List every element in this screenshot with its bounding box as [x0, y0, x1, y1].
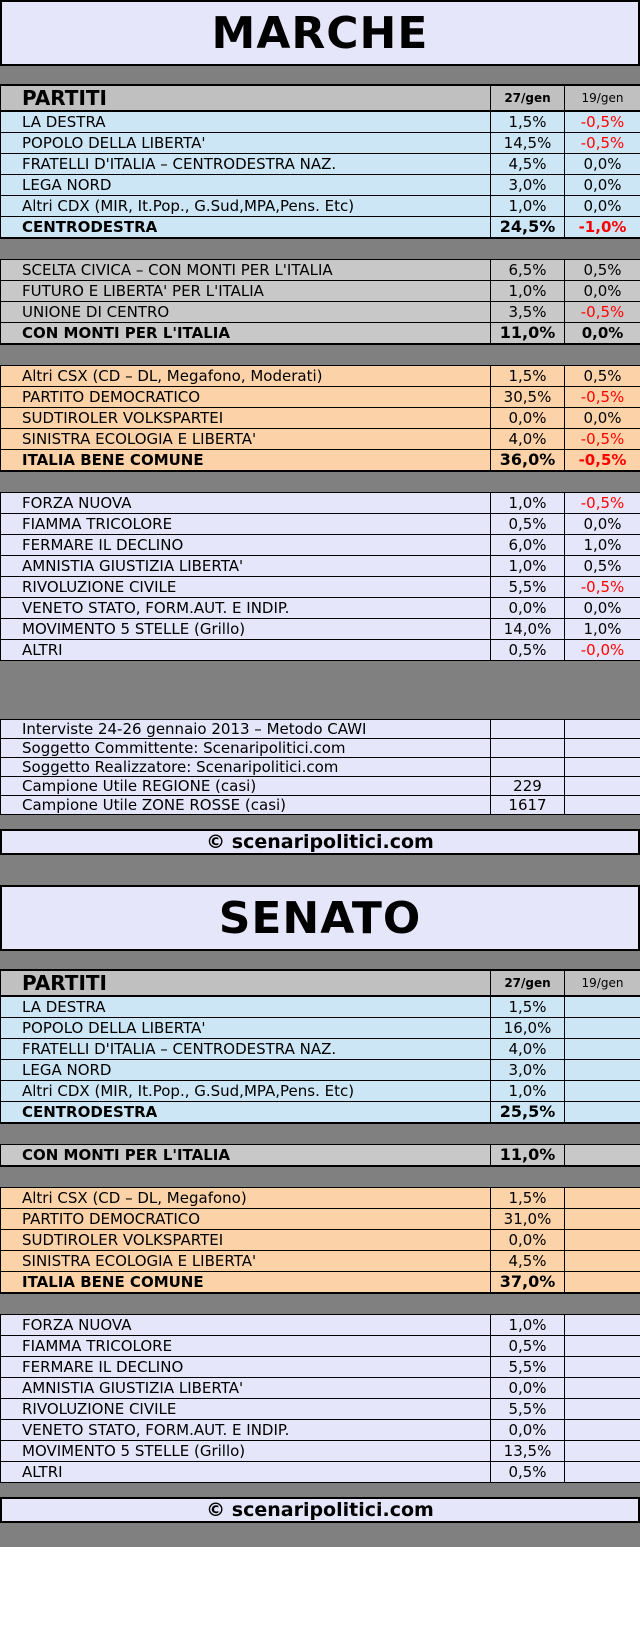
separator — [0, 239, 640, 259]
senato-others-table — [0, 1314, 640, 1483]
table-row — [1, 1081, 640, 1102]
separator — [0, 1523, 640, 1547]
table-row-total — [1, 1102, 640, 1124]
info-value — [491, 739, 565, 758]
party-value: 31,0% — [491, 1209, 565, 1230]
party-value: 1,0% — [491, 556, 565, 577]
party-name: PARTITO DEMOCRATICO — [1, 387, 491, 408]
column-header-party: PARTITI — [1, 85, 491, 111]
party-change: -0,5% — [565, 111, 640, 133]
party-change: 0,0% — [565, 154, 640, 175]
party-value: 1,5% — [491, 1188, 565, 1209]
total-change: 0,0% — [565, 323, 640, 345]
senato-header-table — [0, 969, 640, 1124]
table-row — [1, 640, 640, 661]
copyright-footer: © scenaripolitici.com — [0, 1497, 640, 1523]
party-value: 4,5% — [491, 1251, 565, 1272]
party-value: 1,5% — [491, 111, 565, 133]
party-value: 5,5% — [491, 577, 565, 598]
info-empty — [565, 796, 640, 815]
party-change: 1,0% — [565, 619, 640, 640]
party-name: ALTRI — [1, 640, 491, 661]
total-change: -0,5% — [565, 450, 640, 472]
total-label: ITALIA BENE COMUNE — [1, 450, 491, 472]
info-row — [1, 739, 640, 758]
party-name: Altri CDX (MIR, It.Pop., G.Sud,MPA,Pens. Etc) — [1, 196, 491, 217]
column-header-current: 27/gen — [491, 85, 565, 111]
total-change — [565, 1145, 640, 1167]
party-change — [565, 1378, 640, 1399]
party-value: 0,0% — [491, 598, 565, 619]
table-row — [1, 1230, 640, 1251]
party-name: SINISTRA ECOLOGIA E LIBERTA' — [1, 429, 491, 450]
table-row — [1, 1039, 640, 1060]
party-value: 6,5% — [491, 260, 565, 281]
party-name: RIVOLUZIONE CIVILE — [1, 577, 491, 598]
party-name: LA DESTRA — [1, 996, 491, 1018]
marche-meta-table — [0, 719, 640, 815]
table-row — [1, 1420, 640, 1441]
party-value: 1,5% — [491, 366, 565, 387]
info-row — [1, 720, 640, 739]
table-row — [1, 514, 640, 535]
party-name: FORZA NUOVA — [1, 1315, 491, 1336]
total-label: ITALIA BENE COMUNE — [1, 1272, 491, 1294]
table-row — [1, 577, 640, 598]
party-name: MOVIMENTO 5 STELLE (Grillo) — [1, 1441, 491, 1462]
table-row — [1, 1441, 640, 1462]
monti-group — [1, 260, 640, 323]
column-header-party: PARTITI — [1, 970, 491, 996]
separator — [0, 1124, 640, 1144]
info-row — [1, 758, 640, 777]
party-value: 5,5% — [491, 1357, 565, 1378]
table-row — [1, 1188, 640, 1209]
party-value: 16,0% — [491, 1018, 565, 1039]
info-label: Campione Utile ZONE ROSSE (casi) — [1, 796, 491, 815]
total-label: CON MONTI PER L'ITALIA — [1, 323, 491, 345]
marche-csx-table — [0, 365, 640, 472]
party-name: POPOLO DELLA LIBERTA' — [1, 133, 491, 154]
party-value: 14,0% — [491, 619, 565, 640]
separator — [0, 345, 640, 365]
table-row — [1, 366, 640, 387]
party-change: 0,5% — [565, 556, 640, 577]
others-group — [1, 1315, 640, 1483]
party-name: UNIONE DI CENTRO — [1, 302, 491, 323]
party-change — [565, 1188, 640, 1209]
table-row — [1, 196, 640, 217]
table-row — [1, 1399, 640, 1420]
table-row — [1, 387, 640, 408]
party-name: LA DESTRA — [1, 111, 491, 133]
party-change — [565, 1060, 640, 1081]
info-label: Soggetto Realizzatore: Scenaripolitici.com — [1, 758, 491, 777]
table-row — [1, 619, 640, 640]
party-change: -0,5% — [565, 302, 640, 323]
party-name: FRATELLI D'ITALIA – CENTRODESTRA NAZ. — [1, 154, 491, 175]
party-value: 1,5% — [491, 996, 565, 1018]
party-value: 3,0% — [491, 175, 565, 196]
party-change: 0,0% — [565, 514, 640, 535]
party-change — [565, 1441, 640, 1462]
party-value: 14,5% — [491, 133, 565, 154]
party-change — [565, 1315, 640, 1336]
party-value: 13,5% — [491, 1441, 565, 1462]
total-label: CENTRODESTRA — [1, 1102, 491, 1124]
total-label: CON MONTI PER L'ITALIA — [1, 1145, 491, 1167]
party-change: -0,5% — [565, 577, 640, 598]
party-value: 3,5% — [491, 302, 565, 323]
separator — [0, 472, 640, 492]
party-name: RIVOLUZIONE CIVILE — [1, 1399, 491, 1420]
party-name: Altri CDX (MIR, It.Pop., G.Sud,MPA,Pens. Etc) — [1, 1081, 491, 1102]
party-name: PARTITO DEMOCRATICO — [1, 1209, 491, 1230]
table-row — [1, 1209, 640, 1230]
party-name: VENETO STATO, FORM.AUT. E INDIP. — [1, 1420, 491, 1441]
party-change — [565, 1230, 640, 1251]
table-row-total — [1, 323, 640, 345]
party-name: FUTURO E LIBERTA' PER L'ITALIA — [1, 281, 491, 302]
party-change — [565, 1081, 640, 1102]
senato-monti-table — [0, 1144, 640, 1167]
info-label: Campione Utile REGIONE (casi) — [1, 777, 491, 796]
party-value: 0,0% — [491, 1420, 565, 1441]
party-value: 0,0% — [491, 1230, 565, 1251]
info-value — [491, 758, 565, 777]
separator — [0, 815, 640, 829]
party-value: 1,0% — [491, 493, 565, 514]
total-value: 11,0% — [491, 1145, 565, 1167]
table-row — [1, 281, 640, 302]
table-row — [1, 408, 640, 429]
info-empty — [565, 720, 640, 739]
centrosinistra-group — [1, 366, 640, 450]
party-change — [565, 1018, 640, 1039]
table-row — [1, 260, 640, 281]
marche-others-table — [0, 492, 640, 661]
table-row-total — [1, 450, 640, 472]
table-row — [1, 302, 640, 323]
total-value: 24,5% — [491, 217, 565, 239]
party-value: 30,5% — [491, 387, 565, 408]
senato-csx-table — [0, 1187, 640, 1294]
centrosinistra-group — [1, 1188, 640, 1272]
info-empty — [565, 758, 640, 777]
table-row — [1, 1462, 640, 1483]
table-row — [1, 133, 640, 154]
party-change — [565, 996, 640, 1018]
party-change: -0,0% — [565, 640, 640, 661]
party-change: -0,5% — [565, 133, 640, 154]
table-row — [1, 556, 640, 577]
section-title-marche: MARCHE — [0, 0, 640, 66]
separator — [0, 661, 640, 719]
party-name: LEGA NORD — [1, 1060, 491, 1081]
info-row — [1, 777, 640, 796]
info-value: 1617 — [491, 796, 565, 815]
table-row — [1, 111, 640, 133]
party-value: 4,0% — [491, 429, 565, 450]
info-value: 229 — [491, 777, 565, 796]
party-name: MOVIMENTO 5 STELLE (Grillo) — [1, 619, 491, 640]
marche-monti-table — [0, 259, 640, 345]
table-row — [1, 175, 640, 196]
centrodestra-group — [1, 111, 640, 217]
party-name: POPOLO DELLA LIBERTA' — [1, 1018, 491, 1039]
party-change: -0,5% — [565, 387, 640, 408]
table-row — [1, 1251, 640, 1272]
info-row — [1, 796, 640, 815]
party-value: 0,0% — [491, 408, 565, 429]
column-header-previous: 19/gen — [565, 85, 640, 111]
column-header-current: 27/gen — [491, 970, 565, 996]
table-row-total — [1, 1145, 640, 1167]
party-name: SCELTA CIVICA – CON MONTI PER L'ITALIA — [1, 260, 491, 281]
party-value: 1,0% — [491, 1081, 565, 1102]
table-row — [1, 1378, 640, 1399]
info-label: Soggetto Committente: Scenaripolitici.com — [1, 739, 491, 758]
total-label: CENTRODESTRA — [1, 217, 491, 239]
party-value: 1,0% — [491, 281, 565, 302]
party-value: 1,0% — [491, 1315, 565, 1336]
party-change — [565, 1336, 640, 1357]
party-change — [565, 1420, 640, 1441]
separator — [0, 951, 640, 969]
table-row — [1, 493, 640, 514]
total-value: 25,5% — [491, 1102, 565, 1124]
party-change: 0,0% — [565, 408, 640, 429]
separator — [0, 66, 640, 84]
party-name: SUDTIROLER VOLKSPARTEI — [1, 1230, 491, 1251]
party-value: 0,5% — [491, 1336, 565, 1357]
party-name: LEGA NORD — [1, 175, 491, 196]
table-row — [1, 429, 640, 450]
party-change — [565, 1462, 640, 1483]
party-name: FORZA NUOVA — [1, 493, 491, 514]
party-change — [565, 1399, 640, 1420]
party-change: 0,0% — [565, 175, 640, 196]
total-change: -1,0% — [565, 217, 640, 239]
party-change — [565, 1039, 640, 1060]
total-value: 11,0% — [491, 323, 565, 345]
others-group — [1, 493, 640, 661]
party-name: FIAMMA TRICOLORE — [1, 514, 491, 535]
centrodestra-group — [1, 996, 640, 1102]
copyright-footer: © scenaripolitici.com — [0, 829, 640, 855]
party-change — [565, 1357, 640, 1378]
party-name: AMNISTIA GIUSTIZIA LIBERTA' — [1, 1378, 491, 1399]
table-row-total — [1, 1272, 640, 1294]
info-value — [491, 720, 565, 739]
survey-info-group — [1, 720, 640, 815]
party-name: FERMARE IL DECLINO — [1, 1357, 491, 1378]
party-name: Altri CSX (CD – DL, Megafono) — [1, 1188, 491, 1209]
party-value: 3,0% — [491, 1060, 565, 1081]
party-value: 0,5% — [491, 1462, 565, 1483]
party-change: 0,0% — [565, 281, 640, 302]
separator — [0, 1483, 640, 1497]
party-name: FIAMMA TRICOLORE — [1, 1336, 491, 1357]
separator — [0, 855, 640, 885]
total-value: 37,0% — [491, 1272, 565, 1294]
table-row-total — [1, 217, 640, 239]
info-label: Interviste 24-26 gennaio 2013 – Metodo CAWI — [1, 720, 491, 739]
separator — [0, 1294, 640, 1314]
total-change — [565, 1272, 640, 1294]
column-header-previous: 19/gen — [565, 970, 640, 996]
party-value: 1,0% — [491, 196, 565, 217]
table-row — [1, 598, 640, 619]
table-row — [1, 1315, 640, 1336]
party-value: 4,5% — [491, 154, 565, 175]
party-change — [565, 1209, 640, 1230]
party-name: VENETO STATO, FORM.AUT. E INDIP. — [1, 598, 491, 619]
party-value: 5,5% — [491, 1399, 565, 1420]
separator — [0, 1167, 640, 1187]
table-row — [1, 154, 640, 175]
party-value: 0,5% — [491, 640, 565, 661]
party-value: 4,0% — [491, 1039, 565, 1060]
table-row — [1, 1018, 640, 1039]
party-name: FRATELLI D'ITALIA – CENTRODESTRA NAZ. — [1, 1039, 491, 1060]
party-name: SINISTRA ECOLOGIA E LIBERTA' — [1, 1251, 491, 1272]
table-row — [1, 1336, 640, 1357]
party-change: 0,5% — [565, 366, 640, 387]
table-row — [1, 1357, 640, 1378]
party-name: ALTRI — [1, 1462, 491, 1483]
table-row — [1, 996, 640, 1018]
party-name: AMNISTIA GIUSTIZIA LIBERTA' — [1, 556, 491, 577]
party-name: Altri CSX (CD – DL, Megafono, Moderati) — [1, 366, 491, 387]
party-value: 0,0% — [491, 1378, 565, 1399]
table-row — [1, 535, 640, 556]
party-value: 0,5% — [491, 514, 565, 535]
section-title-senato: SENATO — [0, 885, 640, 951]
info-empty — [565, 739, 640, 758]
party-change: -0,5% — [565, 429, 640, 450]
total-value: 36,0% — [491, 450, 565, 472]
party-change — [565, 1251, 640, 1272]
total-change — [565, 1102, 640, 1124]
party-name: SUDTIROLER VOLKSPARTEI — [1, 408, 491, 429]
party-change: 0,0% — [565, 598, 640, 619]
party-name: FERMARE IL DECLINO — [1, 535, 491, 556]
marche-header-table — [0, 84, 640, 239]
table-row — [1, 1060, 640, 1081]
party-change: 0,0% — [565, 196, 640, 217]
party-value: 6,0% — [491, 535, 565, 556]
party-change: 1,0% — [565, 535, 640, 556]
party-change: -0,5% — [565, 493, 640, 514]
party-change: 0,5% — [565, 260, 640, 281]
info-empty — [565, 777, 640, 796]
